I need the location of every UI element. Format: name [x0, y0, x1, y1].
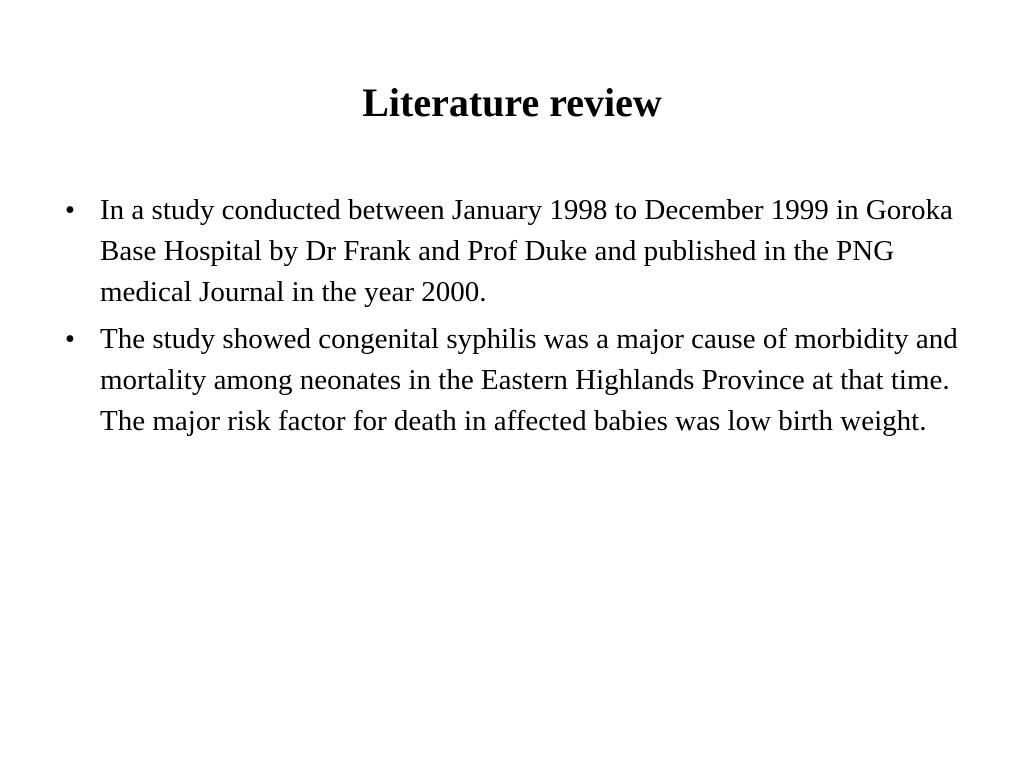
bullet-list [60, 190, 980, 448]
bullet-marker: • [64, 194, 76, 226]
bullet-text-1: In a study conducted between January 1998 to December 1999 in Goroka Base Hospital by Dr Frank and Prof Duke and published in the PNG medical Journal in the year 2000. [100, 194, 953, 308]
bullet-text-2: The study showed congenital syphilis was a major cause of morbidity and mortality among neonates in the Eastern Highlands Province at that time. The major risk factor for death in affected babies was low birth weight. [100, 323, 958, 437]
bullet-item-2 [60, 319, 980, 442]
bullet-item-1 [60, 190, 980, 313]
bullet-marker: • [64, 323, 76, 355]
slide-title: Literature review [362, 80, 662, 125]
